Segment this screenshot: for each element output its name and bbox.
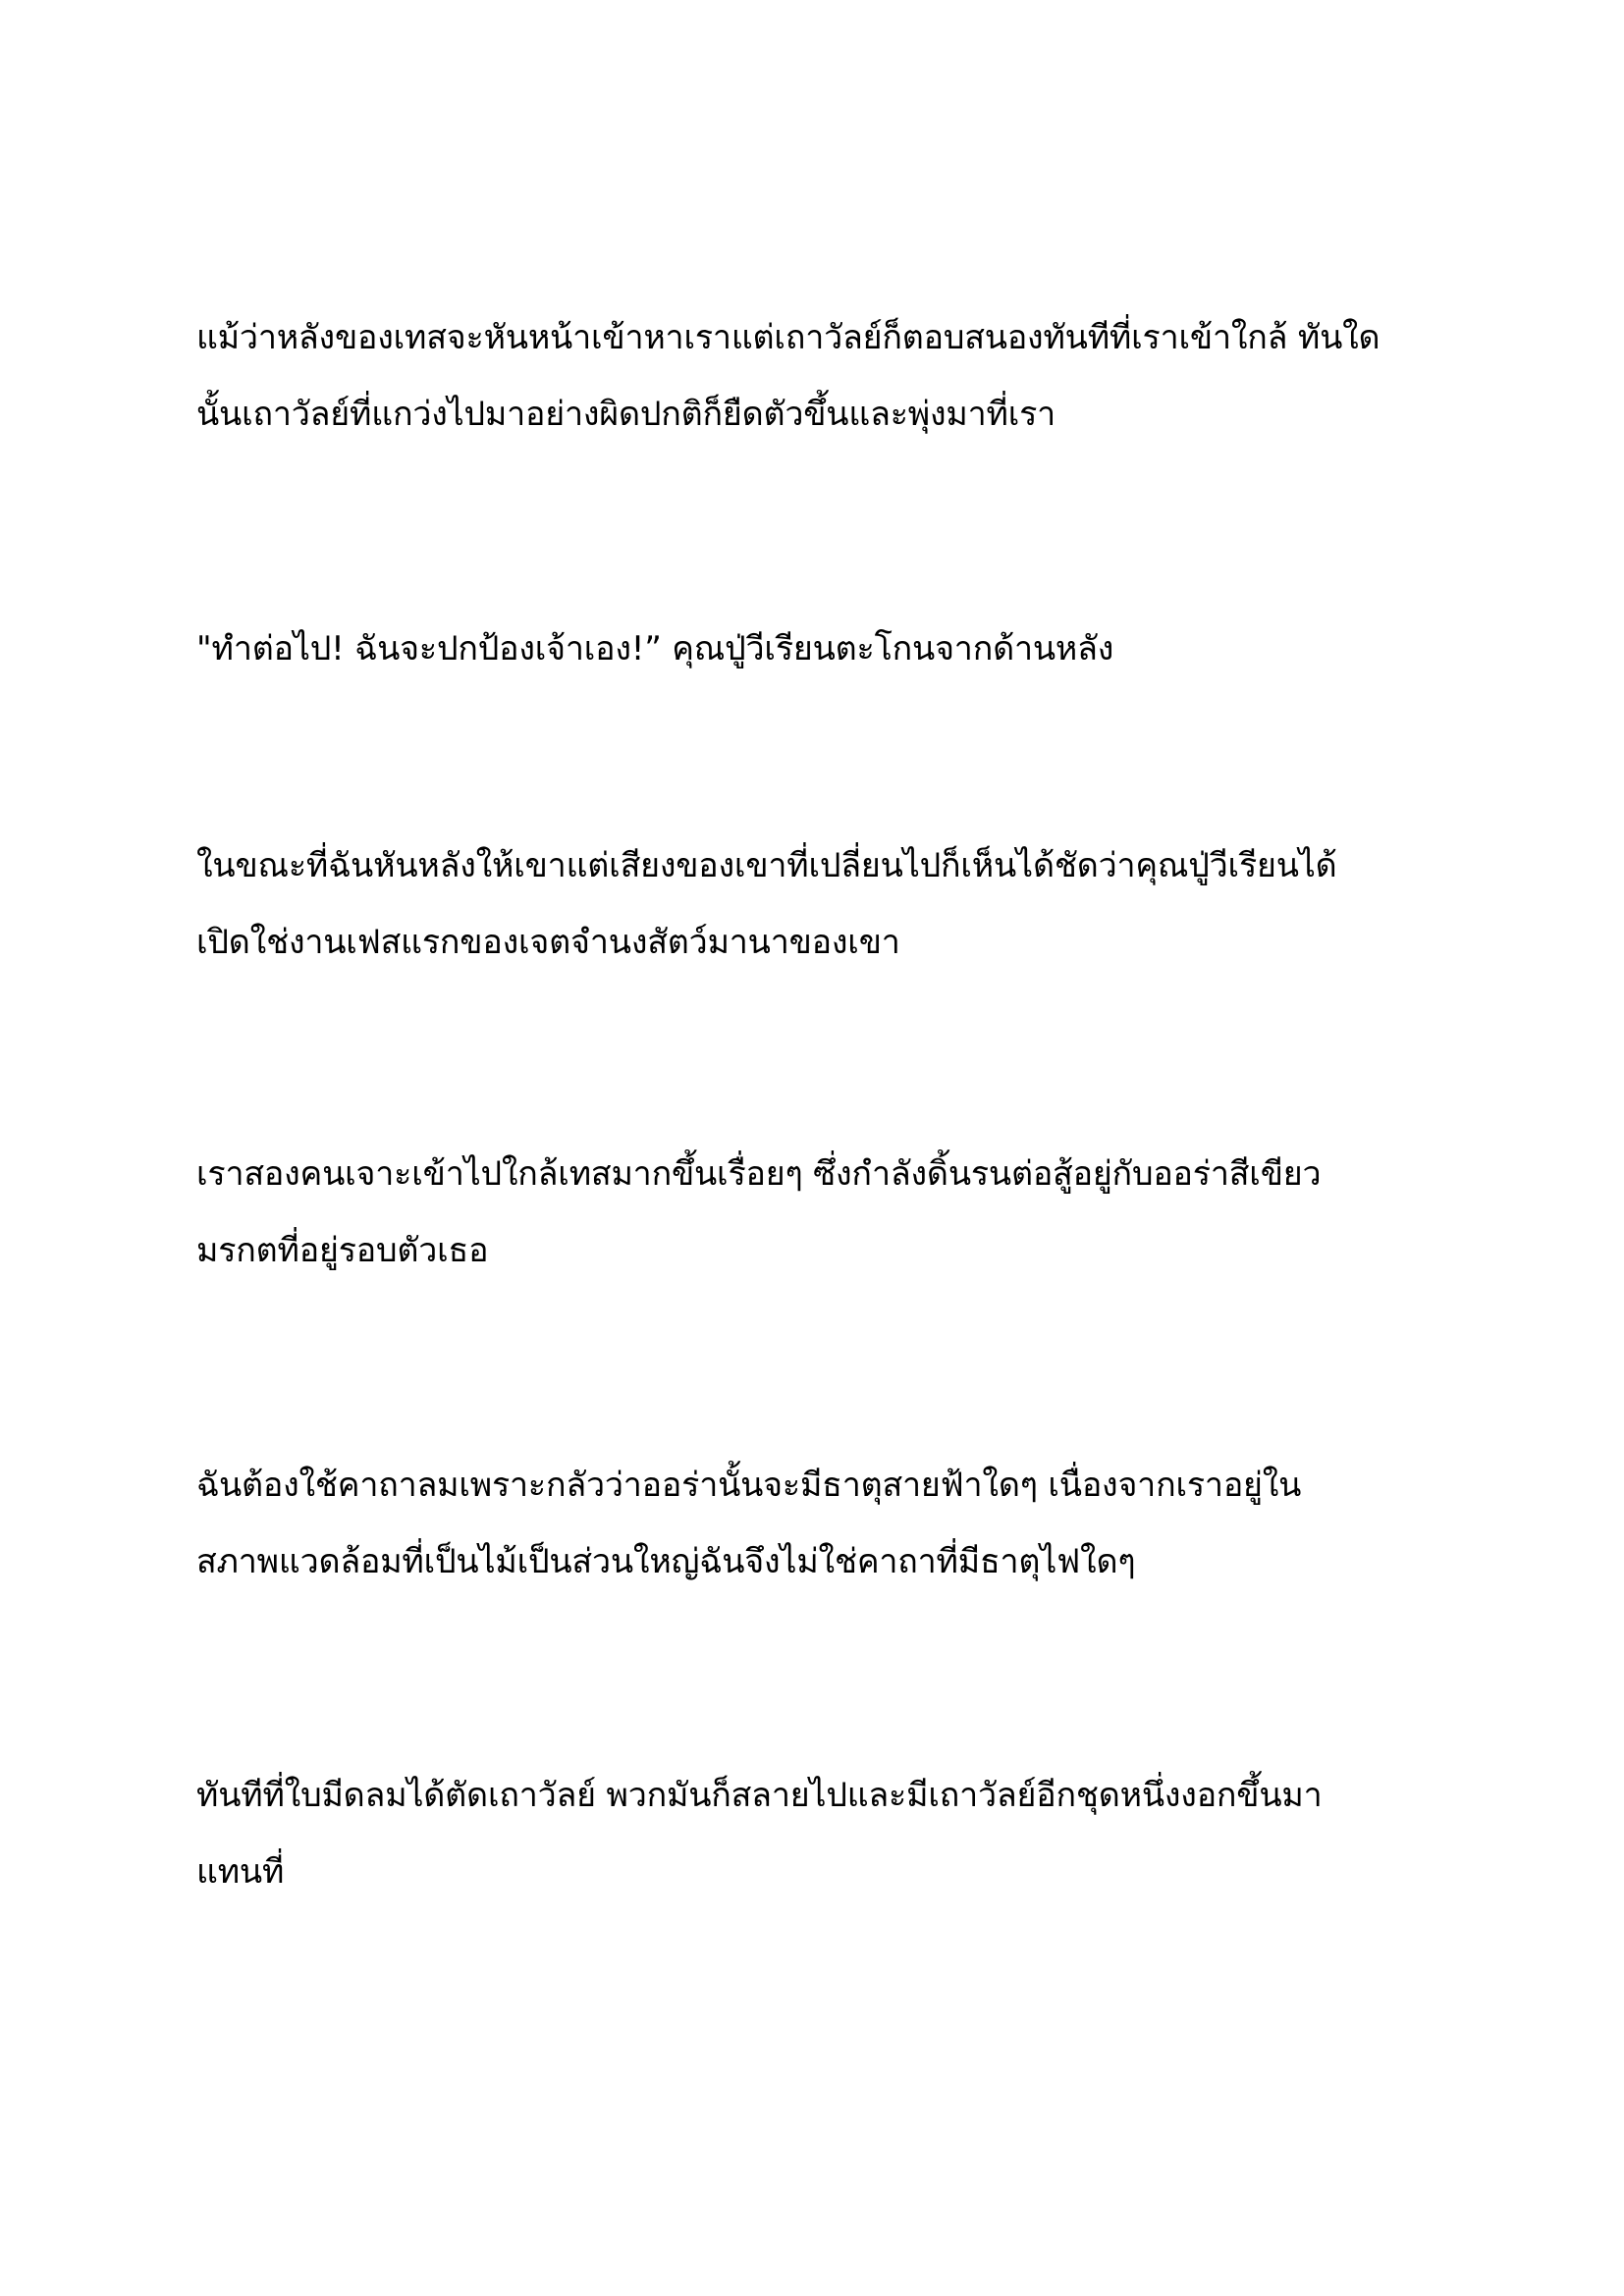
paragraph-line: สภาพแวดล้อมที่เป็นไม้เป็นส่วนใหญ่ฉันจึงไม่ใช่คาถาที่มีธาตุไฟใดๆ: [196, 1542, 1136, 1581]
paragraph-line: ในขณะที่ฉันหันหลังให้เขาแต่เสียงของเขาที่เปลี่ยนไปก็เห็นได้ชัดว่าคุณปู่วีเรียนได้: [196, 846, 1337, 885]
paragraph-1: [196, 299, 1473, 453]
paragraph-3: [196, 828, 1473, 981]
paragraph-6: [196, 1757, 1473, 1910]
paragraph-line: แทนที่: [196, 1852, 285, 1892]
paragraph-line: ฉันต้องใช้คาถาลมเพราะกลัวว่าออร่านั้นจะมีธาตุสายฟ้าใดๆ เนื่องจากเราอยู่ใน: [196, 1466, 1302, 1505]
paragraph-line: เราสองคนเจาะเข้าไปใกล้เทสมากขึ้นเรื่อยๆ ซึ่งกำลังดิ้นรนต่อสู้อยู่กับออร่าสีเขียว: [196, 1154, 1322, 1194]
paragraph-line: เปิดใช่งานเฟสแรกของเจตจำนงสัตว์มานาของเขา: [196, 923, 900, 962]
paragraph-line: นั้นเถาวัลย์ที่แกว่งไปมาอย่างผิดปกติก็ยืดตัวขึ้นและพุ่งมาที่เรา: [196, 395, 1056, 434]
paragraph-2: [196, 611, 1473, 687]
paragraph-line: แม้ว่าหลังของเทสจะหันหน้าเข้าหาเราแต่เถาวัลย์ก็ตอบสนองทันทีที่เราเข้าใกล้ ทันใด: [196, 318, 1380, 357]
paragraph-4: [196, 1136, 1473, 1289]
paragraph-line: ทันทีที่ใบมีดลมได้ตัดเถาวัลย์ พวกมันก็สลายไปและมีเถาวัลย์อีกชุดหนึ่งงอกขึ้นมา: [196, 1776, 1323, 1815]
paragraph-line: มรกตที่อยู่รอบตัวเธอ: [196, 1231, 489, 1270]
paragraph-line: "ทำต่อไป! ฉันจะปกป้องเจ้าเอง!” คุณปู่วีเรียนตะโกนจากด้านหลัง: [196, 629, 1114, 668]
paragraph-5: [196, 1447, 1473, 1600]
